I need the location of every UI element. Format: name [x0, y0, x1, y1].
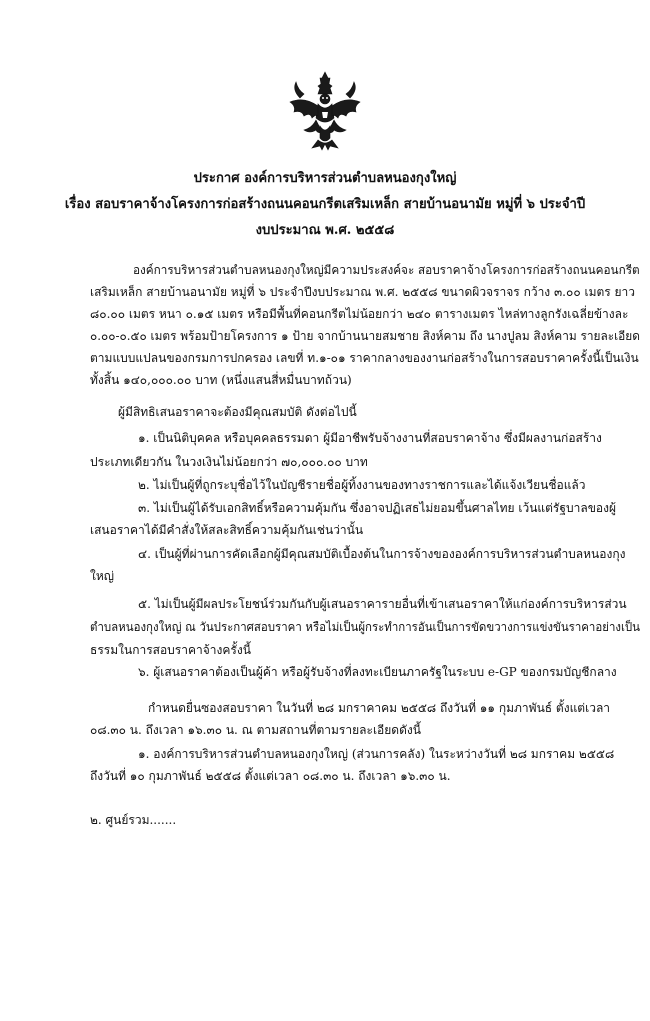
schedule-line: ๑. องค์การบริหารส่วนตำบลหนองกุงใหญ่ (ส่วนการคลัง) ในระหว่างวันที่ ๒๘ มกราคม ๒๕๕๘ [138, 747, 615, 761]
intro-line: ทั้งสิ้น ๑๔๐,๐๐๐.๐๐ บาท (หนึ่งแสนสี่หมื่นบาทถ้วน) [90, 373, 352, 387]
announcement-title: ประกาศ องค์การบริหารส่วนตำบลหนองกุงใหญ่ [193, 170, 457, 186]
qualification-item: ๓. ไม่เป็นผู้ได้รับเอกสิทธิ์หรือความคุ้มกัน ซึ่งอาจปฏิเสธไม่ยอมขึ้นศาลไทย เว้นแต่รัฐบาลของผู้ [138, 501, 617, 515]
qualification-item: ๖. ผู้เสนอราคาต้องเป็นผู้ค้า หรือผู้รับจ้างที่ลงทะเบียนภาครัฐในระบบ e-GP ของกรมบัญชีกลาง [138, 665, 617, 679]
qualifications-heading: ผู้มีสิทธิเสนอราคาจะต้องมีคุณสมบัติ ดังต่อไปนี้ [118, 405, 357, 419]
qualification-item: ๔. เป็นผู้ที่ผ่านการคัดเลือกผู้มีคุณสมบัติเบื้องต้นในการจ้างขององค์การบริหารส่วนตำบลหนองกุง [138, 547, 626, 561]
intro-line: ตามแบบแปลนของกรมการปกครอง เลขที่ ท.๑-๐๑ ราคากลางของงานก่อสร้างในการสอบราคาครั้งนี้เป็นเงิน [90, 351, 639, 365]
schedule-line: ถึงวันที่ ๑๐ กุมภาพันธ์ ๒๕๕๘ ตั้งแต่เวลา ๐๘.๓๐ น. ถึงเวลา ๑๖.๓๐ น. [90, 769, 451, 783]
qualification-item: ๒. ไม่เป็นผู้ที่ถูกระบุชื่อไว้ในบัญชีรายชื่อผู้ทิ้งงานของทางราชการและได้แจ้งเวียนชื่อแล้ว [138, 478, 586, 492]
qualification-item: ตำบลหนองกุงใหญ่ ณ วันประกาศสอบราคา หรือไม่เป็นผู้กระทำการอันเป็นการขัดขวางการแข่งขันราคาอย่างเป็น [90, 620, 641, 634]
qualification-item: ประเภทเดียวกัน ในวงเงินไม่น้อยกว่า ๗๐,๐๐๐.๐๐ บาท [90, 455, 368, 469]
qualification-item: เสนอราคาได้มีคำสั่งให้สละสิทธิ์ความคุ้มกันเช่นว่านั้น [90, 523, 364, 537]
qualification-item: ๑. เป็นนิติบุคคล หรือบุคคลธรรมดา ผู้มีอาชีพรับจ้างงานที่สอบราคาจ้าง ซึ่งมีผลงานก่อสร้าง [138, 431, 602, 445]
schedule-line: ๐๘.๓๐ น. ถึงเวลา ๑๖.๓๐ น. ณ ตามสถานที่ตามรายละเอียดดังนี้ [90, 723, 421, 737]
announcement-subject: เรื่อง สอบราคาจ้างโครงการก่อสร้างถนนคอนกรีตเสริมเหล็ก สายบ้านอนามัย หมู่ที่ ๖ ประจำปี [64, 196, 586, 212]
intro-line: ๐.๐๐-๐.๕๐ เมตร พร้อมป้ายโครงการ ๑ ป้าย จากบ้านนายสมชาย สิงห์คาม ถึง นางปูลม สิงห์คาม รายละเอียด [90, 329, 640, 343]
intro-line: ๘๐.๐๐ เมตร หนา ๐.๑๕ เมตร หรือมีพื้นที่คอนกรีตไม่น้อยกว่า ๒๔๐ ตารางเมตร ไหล่ทางลูกรังเฉลี่ยข้างละ [90, 307, 629, 321]
qualification-item: ๕. ไม่เป็นผู้มีผลประโยชน์ร่วมกันกับผู้เสนอราคารายอื่นที่เข้าเสนอราคาให้แก่องค์การบริหารส่วน [138, 597, 627, 611]
intro-line: เสริมเหล็ก สายบ้านอนามัย หมู่ที่ ๖ ประจำปีงบประมาณ พ.ศ. ๒๕๕๘ ขนาดผิวจราจร กว้าง ๓.๐๐ เมตร ยาว [90, 285, 636, 299]
garuda-emblem-icon [282, 68, 368, 154]
budget-year: งบประมาณ พ.ศ. ๒๕๕๘ [255, 222, 395, 238]
qualification-item: ใหญ่ [90, 569, 114, 583]
schedule-line: กำหนดยื่นซองสอบราคา ในวันที่ ๒๘ มกราคาคม ๒๕๕๘ ถึงวันที่ ๑๑ กุมภาพันธ์ ตั้งแต่เวลา [148, 701, 611, 715]
intro-line: องค์การบริหารส่วนตำบลหนองกุงใหญ่มีความประสงค์จะ สอบราคาจ้างโครงการก่อสร้างถนนคอนกรีต [133, 263, 640, 277]
qualification-item: ธรรมในการสอบราคาจ้างครั้งนี้ [90, 643, 251, 657]
continuation-marker: ๒. ศูนย์รวม....... [90, 813, 177, 827]
